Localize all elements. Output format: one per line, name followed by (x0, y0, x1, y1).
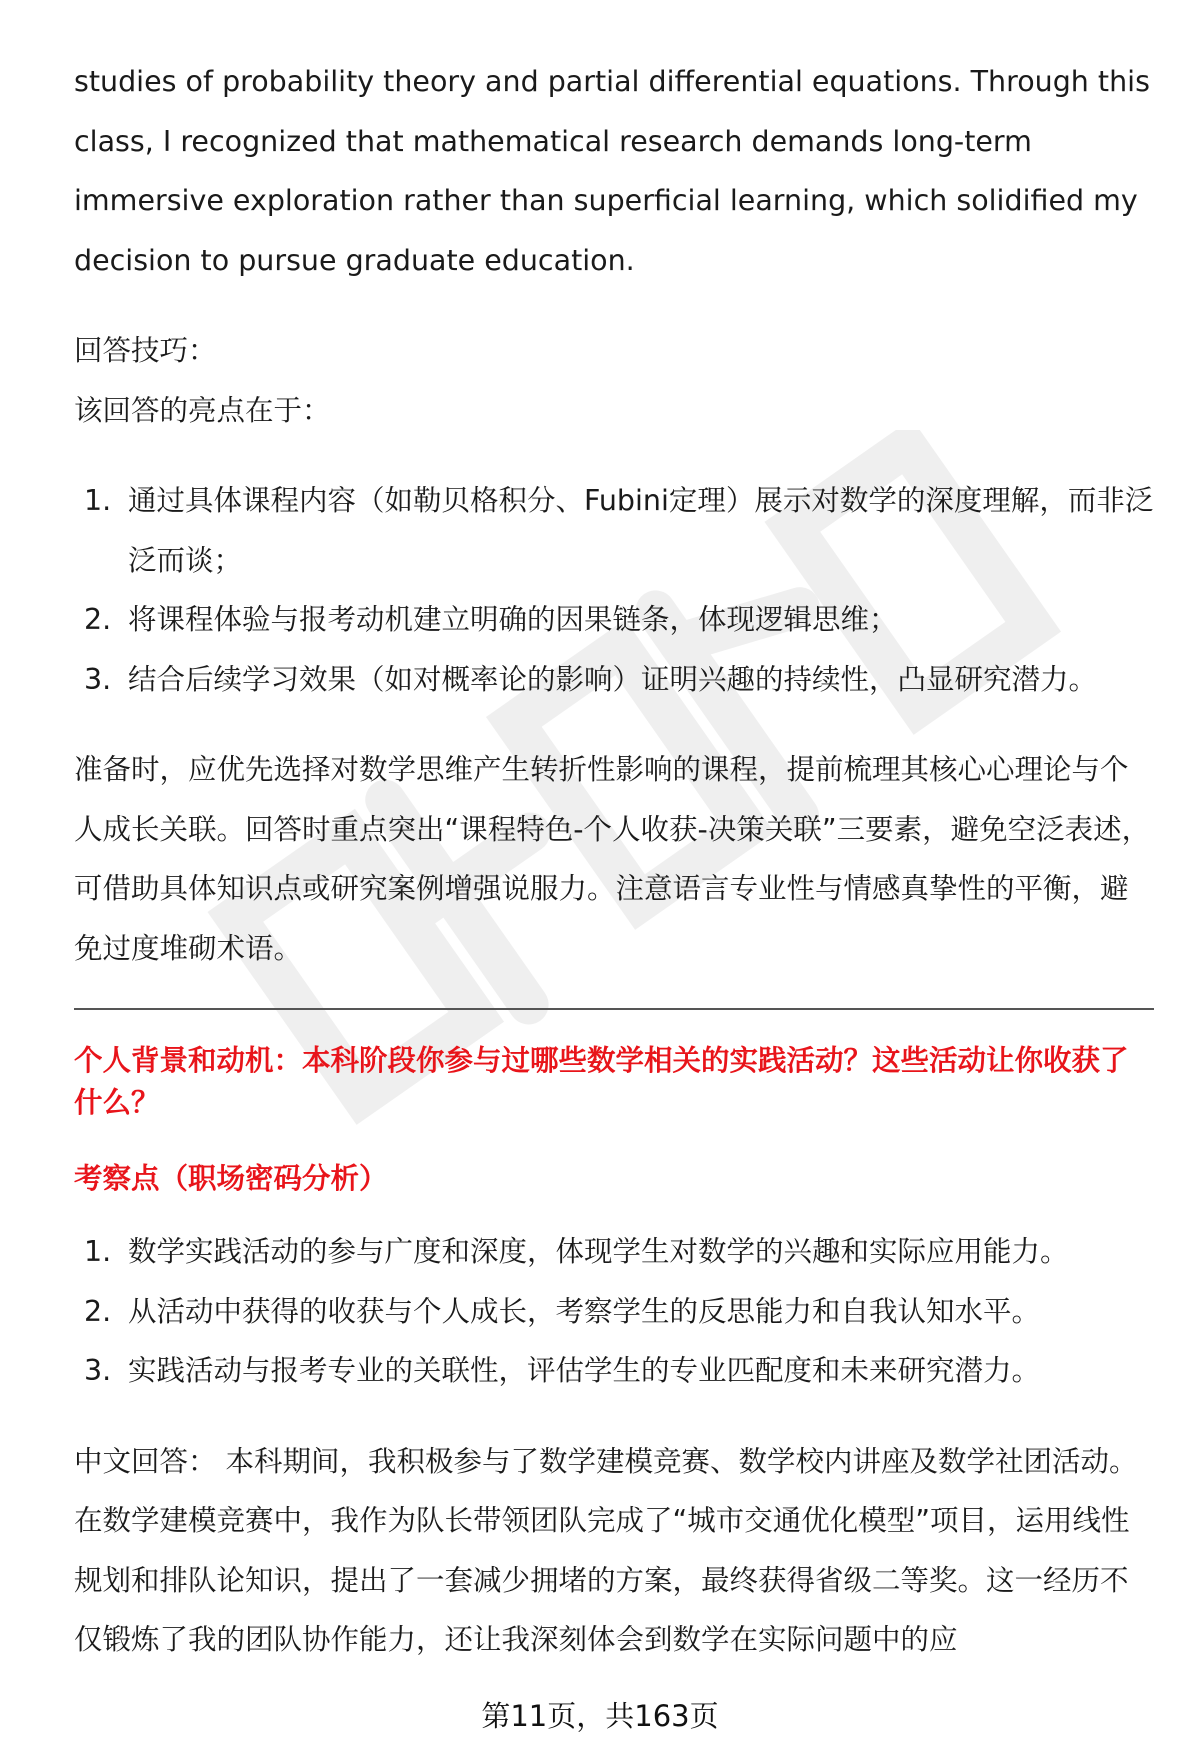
list-item (74, 590, 1154, 650)
list-item-number: 2. (84, 1294, 112, 1328)
list-item-text: 实践活动与报考专业的关联性，评估学生的专业匹配度和未来研究潜力。 (128, 1354, 1041, 1387)
list-item (74, 471, 1154, 590)
list-item-number: 2. (84, 603, 112, 636)
list-item (74, 650, 1154, 710)
list-item-text: 数学实践活动的参与广度和深度，体现学生对数学的兴趣和实际应用能力。 (128, 1235, 1069, 1268)
exam-points-title: 考察点（职场密码分析） (74, 1162, 388, 1195)
list-item-text: 通过具体课程内容（如勒贝格积分、Fubini定理）展示对数学的深度理解，而非泛泛而谈； (128, 484, 1154, 577)
chinese-answer-paragraph: 中文回答： 本科期间，我积极参与了数学建模竞赛、数学校内讲座及数学社团活动。在数学建模竞赛中，我作为队长带领团队完成了“城市交通优化模型”项目，运用线性规划和排队论知识，提出了一套减少拥堵的方案，最终获得省级二等奖。这一经历不仅锻炼了我的团队协作能力，还让我深刻体会到数学在实际问题中的应 (74, 1444, 1138, 1656)
list-item-number: 1. (84, 1235, 112, 1268)
list-item (74, 1341, 1154, 1401)
list-item (74, 1282, 1154, 1342)
exam-points-list (74, 1222, 1154, 1401)
list-item-number: 1. (84, 484, 112, 517)
tips-label: 回答技巧： (74, 334, 217, 367)
document-body (74, 52, 1154, 1670)
list-item-text: 从活动中获得的收获与个人成长，考察学生的反思能力和自我认知水平。 (128, 1294, 1041, 1328)
list-item-number: 3. (84, 662, 112, 696)
list-item (74, 1222, 1154, 1282)
section-divider (74, 1008, 1154, 1010)
page-number-footer: 第11页，共163页 (481, 1699, 719, 1733)
answer-continuation-paragraph: studies of probability theory and partial differential equations. Through this class, I recognized that mathematical research demands long-term immersive exploration rather than superficial learning, which solidified my decision to pursue graduate education. (74, 65, 1150, 277)
question-heading: 个人背景和动机：本科阶段你参与过哪些数学相关的实践活动？这些活动让你收获了什么？ (74, 1044, 1129, 1119)
preparation-advice-paragraph: 准备时，应优先选择对数学思维产生转折性影响的课程，提前梳理其核心心理论与个人成长关联。回答时重点突出“课程特色-个人收获-决策关联”三要素，避免空泛表述，可借助具体知识点或研究案例增强说服力。注意语言专业性与情感真挚性的平衡，避免过度堆砌术语。 (74, 753, 1151, 965)
list-item-text: 结合后续学习效果（如对概率论的影响）证明兴趣的持续性，凸显研究潜力。 (128, 662, 1098, 696)
list-item-text: 将课程体验与报考动机建立明确的因果链条，体现逻辑思维； (128, 603, 898, 636)
highlights-list (74, 471, 1154, 709)
list-item-number: 3. (84, 1354, 112, 1387)
highlights-intro: 该回答的亮点在于： (74, 393, 331, 427)
